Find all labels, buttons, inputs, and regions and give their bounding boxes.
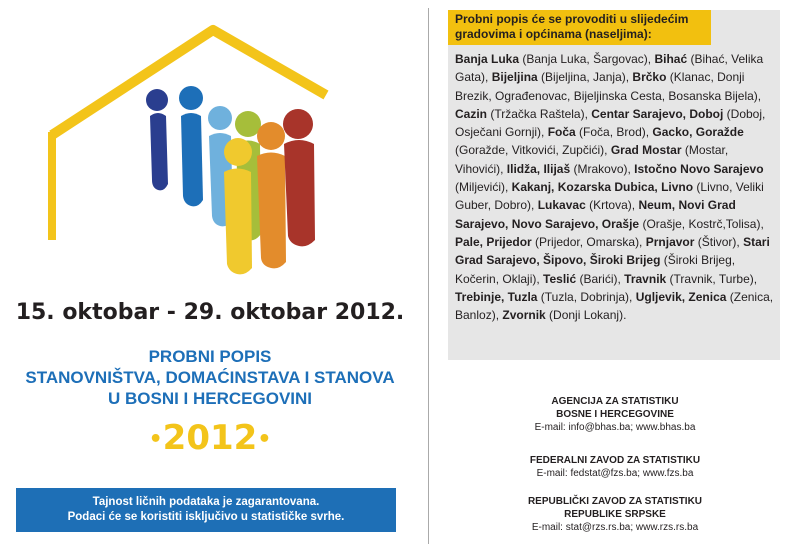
- place-detail: (Livno, Veliki Guber, Dobro),: [455, 180, 764, 213]
- place-town: Foča: [547, 125, 576, 140]
- locations-panel: [448, 10, 780, 360]
- place-town: Pale, Prijedor: [455, 234, 532, 249]
- agency-contact: E-mail: info@bhas.ba; www.bhas.ba: [534, 422, 696, 433]
- place-town: Gacko, Goražde: [652, 125, 744, 140]
- census-logo: [28, 20, 348, 280]
- agency-name-line-2: BOSNE I HERCEGOVINE: [556, 409, 674, 420]
- place-detail: (Travnik, Turbe),: [666, 271, 758, 286]
- agency-name: FEDERALNI ZAVOD ZA STATISTIKU: [529, 455, 701, 466]
- place-detail: (Miljevići),: [455, 180, 512, 195]
- place-town: Ugljevik, Zenica: [635, 289, 727, 304]
- figure-body-red: [284, 140, 315, 246]
- place-town: Ilidža, Ilijaš: [506, 161, 571, 176]
- agency-bhas: [490, 395, 740, 434]
- people-figures: [146, 86, 315, 274]
- place-detail: (Široki Brijeg, Kočerin, Oklaji),: [455, 253, 736, 286]
- figure-head-blue: [179, 86, 203, 110]
- figure-head-orange: [257, 122, 285, 150]
- agency-name: AGENCIJA ZA STATISTIKU: [551, 396, 679, 407]
- place-detail: (Tržačka Raštela),: [487, 106, 592, 121]
- agency-name: REPUBLIČKI ZAVOD ZA STATISTIKU: [527, 496, 703, 507]
- place-town: Brčko: [632, 70, 667, 85]
- place-detail: (Štivor),: [694, 234, 744, 249]
- figure-head-red: [283, 109, 313, 139]
- agency-name-line-2: REPUBLIKE SRPSKE: [564, 509, 666, 520]
- agency-rzs: [490, 495, 740, 534]
- column-divider: [428, 8, 429, 544]
- place-town: Prnjavor: [645, 234, 695, 249]
- place-town: Neum, Novi Grad Sarajevo, Novo Sarajevo, Orašje: [455, 198, 736, 231]
- year-dot-left: •: [148, 427, 163, 452]
- place-town: Stari Grad Sarajevo, Šipovo, Široki Brijeg: [455, 234, 770, 268]
- year-dot-right: •: [257, 427, 272, 452]
- figure-head-dark-blue: [146, 89, 168, 111]
- place-town: Doboj: [689, 106, 724, 121]
- place-town: Bihać: [654, 52, 688, 66]
- place-detail: (Zenica, Banloz),: [455, 289, 774, 323]
- agency-fzs: [490, 454, 740, 480]
- figure-body-orange: [257, 153, 286, 269]
- figure-head-yellow: [224, 138, 252, 166]
- place-town: Bijeljina: [491, 70, 538, 85]
- locations-list: [448, 45, 780, 324]
- place-town: Kakanj, Kozarska Dubica, Livno: [511, 180, 694, 195]
- place-detail: (Klanac, Donji Brezik, Ograđenovac, Bijeljinska Cesta, Bosanska Bijela),: [455, 70, 762, 103]
- place-town: Grad Mostar: [610, 143, 682, 158]
- place-detail: (Doboj, Osječani Gornji),: [455, 106, 766, 140]
- confidentiality-notice: [16, 488, 396, 532]
- place-detail: (Banja Luka, Šargovac),: [519, 52, 655, 66]
- place-detail: (Goražde, Vitkovići, Zupčići),: [455, 143, 611, 158]
- place-detail: (Prijedor, Omarska),: [531, 234, 646, 249]
- place-town: Trebinje, Tuzla: [455, 289, 538, 304]
- place-detail: (Barići),: [576, 271, 625, 286]
- place-detail: (Mrakovo),: [570, 161, 635, 176]
- place-detail: (Foča, Brod),: [575, 125, 653, 140]
- place-town: Zvornik: [502, 308, 546, 323]
- title-line-2: STANOVNIŠTVA, DOMAĆINSTAVA I STANOVA: [25, 368, 395, 387]
- confidentiality-line-1: Tajnost ličnih podataka je zagarantovana.: [92, 496, 320, 508]
- agency-contact: E-mail: fedstat@fzs.ba; www.fzs.ba: [536, 468, 694, 479]
- place-detail: (Bihać, Velika Gata),: [455, 52, 764, 85]
- title-line-1: PROBNI POPIS: [148, 347, 272, 366]
- figure-body-blue: [181, 113, 203, 206]
- place-detail: (Bijeljina, Janja),: [537, 70, 633, 85]
- place-town: Travnik: [624, 271, 667, 286]
- place-town: Teslić: [543, 271, 577, 286]
- place-detail: (Donji Lokanj).: [545, 308, 627, 323]
- census-title: [0, 346, 420, 409]
- place-town: Istočno Novo Sarajevo: [634, 161, 764, 176]
- place-town: Banja Luka: [455, 52, 520, 66]
- figure-body-yellow: [224, 169, 252, 275]
- title-line-3: U BOSNI I HERCEGOVINI: [107, 389, 313, 408]
- year-value: 2012: [162, 418, 258, 458]
- agency-contact: E-mail: stat@rzs.rs.ba; www.rzs.rs.ba: [531, 522, 699, 533]
- place-detail: (Krtova),: [585, 198, 639, 213]
- place-detail: (Tuzla, Dobrinja),: [537, 289, 636, 304]
- place-town: Cazin: [455, 106, 488, 121]
- place-detail: (Orašje, Kostrč,Tolisa),: [639, 216, 764, 231]
- census-dates: 15. oktobar - 29. oktobar 2012.: [15, 300, 405, 325]
- census-year: [0, 418, 420, 458]
- place-town: Lukavac: [537, 198, 586, 213]
- figure-head-green: [235, 111, 261, 137]
- place-town: Centar Sarajevo,: [591, 106, 686, 121]
- place-detail: (Mostar, Vihovići),: [455, 143, 729, 176]
- figure-head-cyan: [208, 106, 232, 130]
- confidentiality-line-2: Podaci će se koristiti isključivo u statističke svrhe.: [67, 511, 345, 523]
- locations-heading: Probni popis će se provoditi u slijedećim gradovima i općinama (naseljima):: [448, 10, 711, 45]
- figure-body-dark-blue: [150, 113, 168, 190]
